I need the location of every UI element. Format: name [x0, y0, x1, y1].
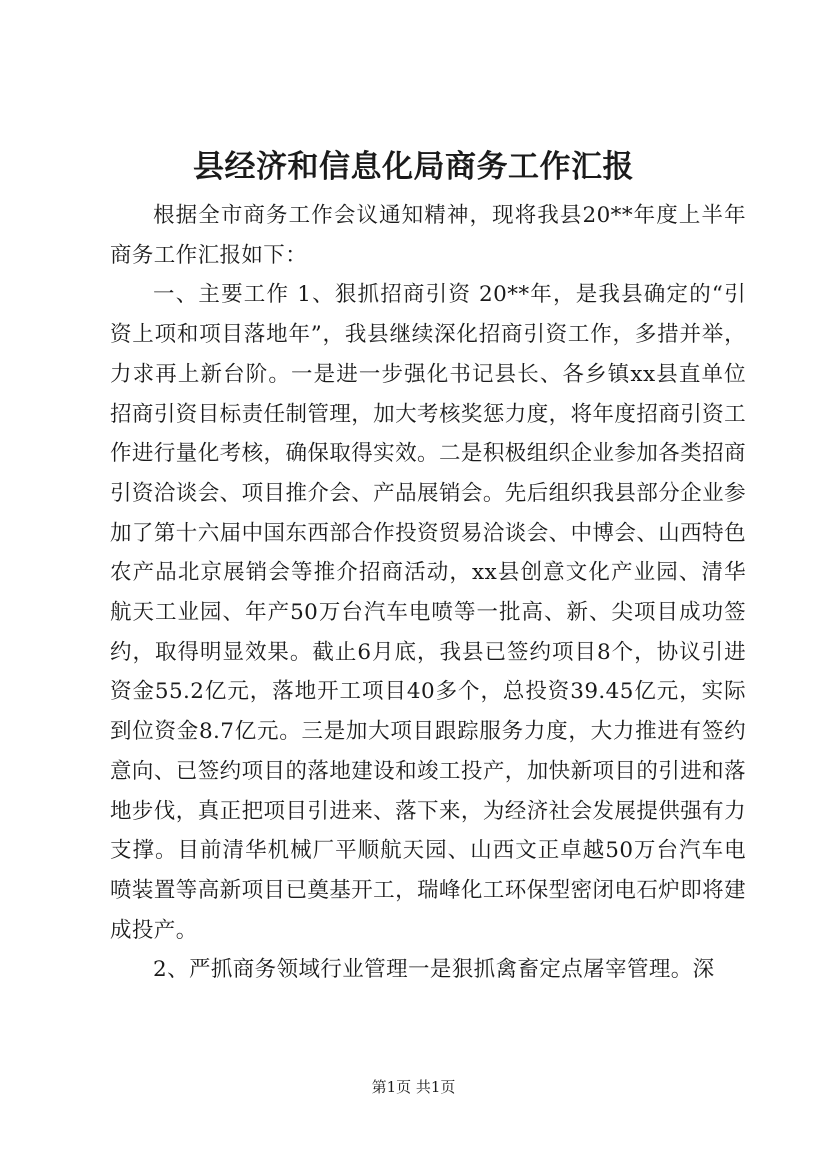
paragraph-main-work: 一、主要工作 1、狠抓招商引资 20**年，是我县确定的“引资上项和项目落地年”，我县继续深化招商引资工作，多措并举，力求再上新台阶。一是进一步强化书记县长、各乡镇xx县直单位招商引资目标责任制管理，加大考核奖惩力度，将年度招商引资工作进行量化考核，确保取得实效。二是积极组织企业参加各类招商引资洽谈会、项目推介会、产品展销会。先后组织我县部分企业参加了第十六届中国东西部合作投资贸易洽谈会、中博会、山西特色农产品北京展销会等推介招商活动，xx县创意文化产业园、清华航天工业园、年产50万台汽车电喷等一批高、新、尖项目成功签约，取得明显效果。截止6月底，我县已签约项目8个，协议引进资金55.2亿元，落地开工项目40多个，总投资39.45亿元，实际到位资金8.7亿元。三是加大项目跟踪服务力度，大力推进有签约意向、已签约项目的落地建设和竣工投产，加快新项目的引进和落地步伐，真正把项目引进来、落下来，为经济社会发展提供强有力支撑。目前清华机械厂平顺航天园、山西文正卓越50万台汽车电喷装置等高新项目已奠基开工，瑞峰化工环保型密闭电石炉即将建成投产。: [110, 282, 746, 943]
page-footer: 第1页 共1页: [371, 1078, 456, 1096]
paragraph-industry-management: 2、严抓商务领域行业管理一是狠抓禽畜定点屠宰管理。深: [153, 957, 715, 983]
document-body: [110, 196, 746, 990]
document-title: 县经济和信息化局商务工作汇报: [193, 149, 634, 185]
paragraph-intro: 根据全市商务工作会议通知精神，现将我县20**年度上半年商务工作汇报如下：: [110, 203, 746, 268]
